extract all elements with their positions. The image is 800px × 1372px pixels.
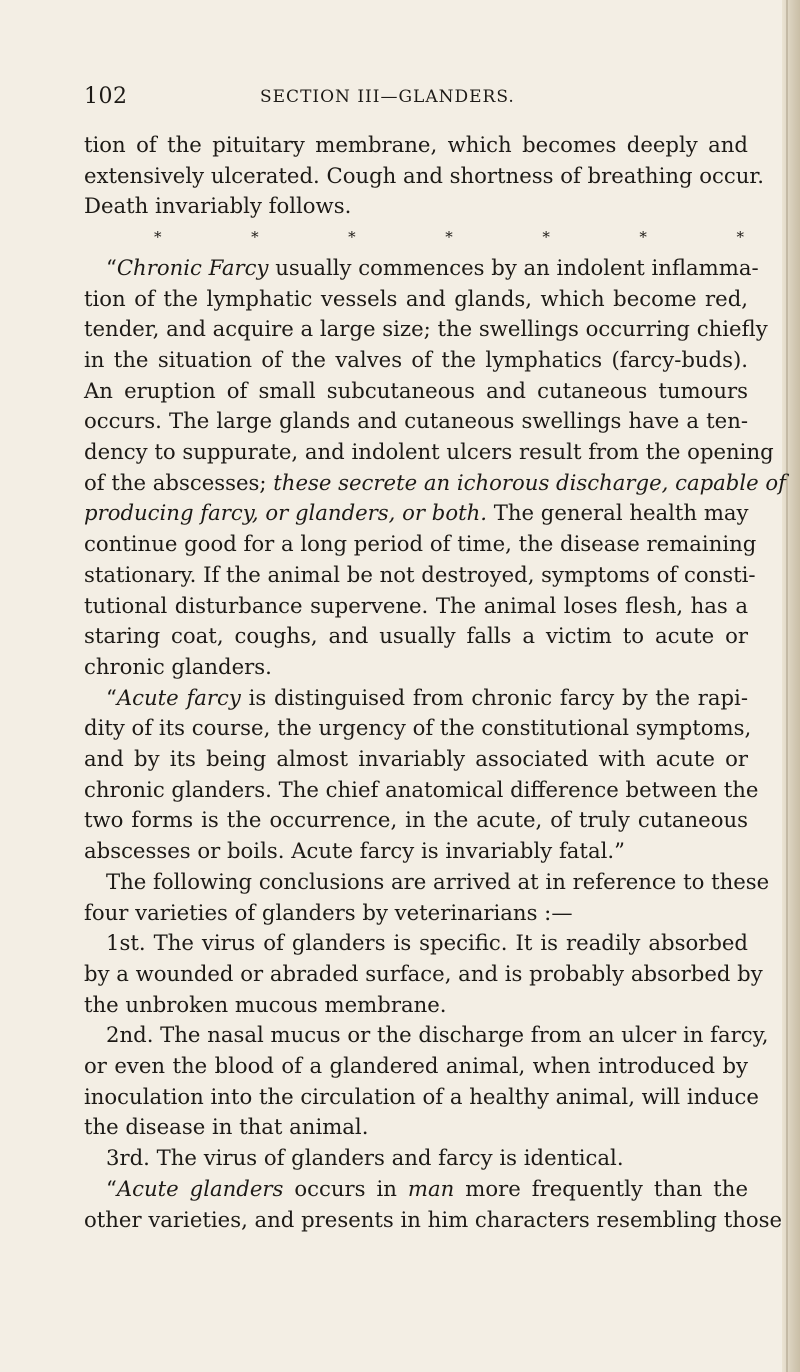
text-segment: tion of the pituitary membrane, which becomes deeply and [84,132,748,157]
text-segment: chronic glanders. The chief anatomical difference between the [84,776,759,802]
text-segment: is distinguised from chronic farcy by the rapi- [240,684,748,710]
text-segment: 2nd. The nasal mucus or the discharge from an ulcer in farcy, [106,1022,769,1048]
text-segment: usually commences by an indolent inflamma- [268,254,759,280]
text-segment: two forms is the occurrence, in the acute, of truly cutaneous [84,807,748,833]
text-segment: dency to suppurate, and indolent ulcers result from the opening [84,439,774,465]
separator-asterisk: * [154,228,162,247]
text-segment: occurs in [283,1175,408,1201]
text-segment: 3rd. The virus of glanders and farcy is identical. [106,1145,624,1171]
text-line [84,990,748,1021]
separator-asterisk: * [251,228,259,247]
text-line [84,406,748,437]
text-segment: abscesses or boils. Acute farcy is invariably fatal.” [84,838,625,864]
text-line [84,1051,748,1082]
text-line [84,928,748,959]
text-line [84,1174,748,1205]
italic-text: these secrete an ichorous discharge, capable of [273,469,787,495]
text-segment: chronic glanders. [84,653,272,679]
text-segment: The following conclusions are arrived at in reference to these [106,868,770,894]
text-line [84,284,748,315]
text-segment: An eruption of small subcutaneous and cutaneous tumours [84,377,748,403]
text-line [84,468,787,499]
text-line [84,191,748,222]
text-line [84,130,748,161]
text-segment: “ [106,254,117,280]
text-line [84,621,748,652]
text-line [84,836,748,867]
separator-asterisk: * [736,228,744,247]
italic-text: man [407,1175,455,1201]
text-segment: by a wounded or abraded surface, and is probably absorbed by [84,960,763,986]
text-line [84,376,748,407]
text-segment: tion of the lymphatic vessels and glands, which become red, [84,285,748,311]
text-segment: tutional disturbance supervene. The animal loses flesh, has a [84,592,748,618]
text-line [84,652,748,683]
italic-text: producing farcy, or glanders, or both. [84,500,487,526]
text-segment: extensively ulcerated. Cough and shortness of breathing occur. [84,162,764,188]
text-segment: or even the blood of a glandered animal, when introduced by [84,1053,748,1079]
text-line [84,1143,748,1174]
page-header [84,84,744,114]
text-segment: the disease in that animal. [84,1114,369,1140]
running-head: SECTION III—GLANDERS. [260,87,515,107]
text-segment: other varieties, and presents in him characters resembling those [84,1206,783,1232]
separator-asterisk: * [639,228,647,247]
page-edge [782,0,800,1372]
text-line [84,1112,748,1143]
text-line [84,683,748,714]
italic-text: Chronic Farcy [116,254,269,280]
italic-text: Acute farcy [116,684,241,710]
text-line [84,314,768,345]
text-line [84,253,759,284]
italic-text: Acute glanders [116,1175,284,1201]
text-segment: occurs. The large glands and cutaneous swellings have a ten- [84,408,748,434]
text-segment: the unbroken mucous membrane. [84,991,447,1017]
separator-asterisk: * [542,228,550,247]
text-line [84,161,764,192]
text-segment: “ [106,684,117,710]
text-line [84,437,774,468]
separator-asterisk: * [445,228,453,247]
text-segment: in the situation of the valves of the lymphatics (farcy-buds). [84,346,748,372]
text-line [84,959,763,990]
text-segment: dity of its course, the urgency of the constitutional symptoms, [84,715,752,741]
text-segment: 1st. The virus of glanders is specific. It is readily absorbed [106,930,748,956]
text-line [84,898,748,929]
text-segment: stationary. If the animal be not destroyed, symptoms of consti- [84,561,756,587]
text-line [84,591,748,622]
text-line [84,560,756,591]
body-text [84,130,787,1235]
text-segment: of the abscesses; [84,469,274,495]
text-line [84,713,752,744]
text-line [84,529,757,560]
text-segment: continue good for a long period of time, the disease remaining [84,531,757,557]
text-segment: and by its being almost invariably associated with acute or [84,746,748,772]
text-line [84,1020,769,1051]
text-segment: Death invariably follows. [84,193,352,219]
text-line [84,744,748,775]
separator-asterisk: * [348,228,356,247]
text-segment: more frequently than the [454,1175,748,1201]
text-segment: inoculation into the circulation of a healthy animal, will induce [84,1083,759,1109]
text-segment: The general health may [486,500,749,526]
text-segment: four varieties of glanders by veterinarians :— [84,899,573,925]
text-segment: tender, and acquire a large size; the swellings occurring chiefly [84,316,768,342]
text-segment: staring coat, coughs, and usually falls a victim to acute or [84,623,748,649]
page-number: 102 [84,84,128,109]
text-line [84,1082,759,1113]
text-line [84,1205,783,1236]
text-line [84,498,748,529]
text-line [84,775,759,806]
section-separator [84,222,748,253]
text-line [84,805,748,836]
text-line [84,867,770,898]
text-line [84,345,748,376]
text-segment: “ [106,1175,117,1201]
